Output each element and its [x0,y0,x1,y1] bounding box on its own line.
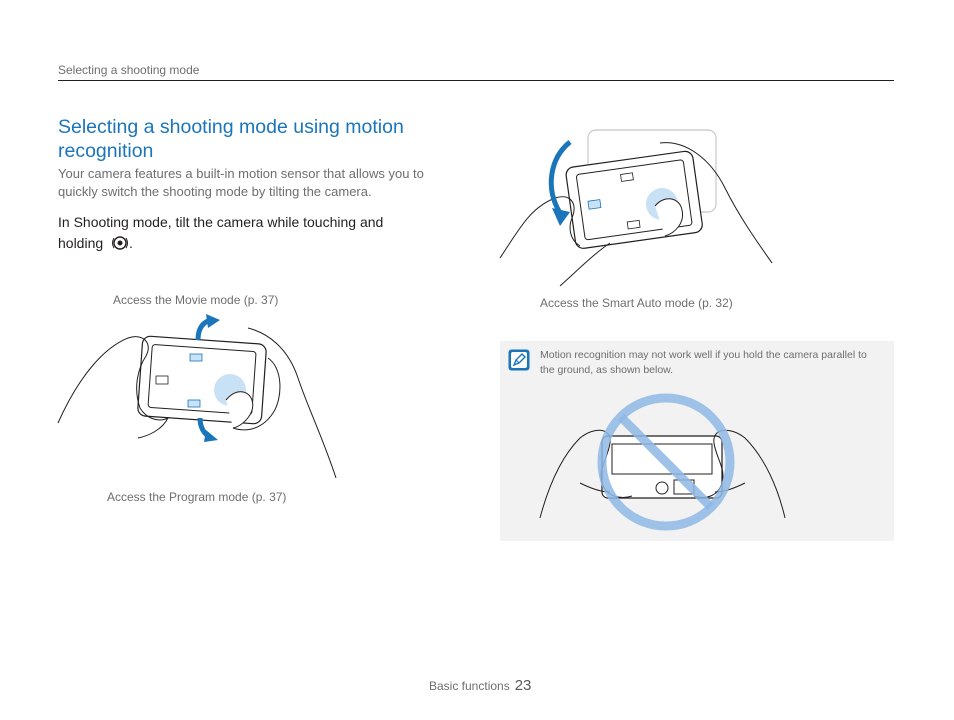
note-text: Motion recognition may not work well if you hold the camera parallel to the ground, as shown below. [540,349,867,376]
flat-camera-prohibited-illustration [540,388,785,528]
caption-smart-auto-mode: Access the Smart Auto mode (p. 32) [540,296,733,310]
header-rule [58,80,894,81]
motion-recognition-icon [111,235,129,251]
page-number: 23 [514,677,532,694]
caption-program-mode: Access the Program mode (p. 37) [107,490,287,504]
intro-paragraph: Your camera features a built-in motion sensor that allows you to quickly switch the shooting mode by tilting the camera. [58,166,424,199]
tilt-sideways-illustration [500,128,780,288]
section-title: Selecting a shooting mode using motion recognition [58,116,404,162]
instruction-period: . [129,235,133,251]
tilt-up-down-illustration [58,318,338,483]
page-footer [429,677,531,694]
instruction-paragraph [58,212,428,254]
footer-section: Basic functions [429,679,510,693]
instruction-text: In Shooting mode, tilt the camera while touching and holding [58,214,384,251]
note-pencil-icon [508,349,530,371]
running-head: Selecting a shooting mode [58,63,200,77]
caption-movie-mode: Access the Movie mode (p. 37) [113,293,279,307]
